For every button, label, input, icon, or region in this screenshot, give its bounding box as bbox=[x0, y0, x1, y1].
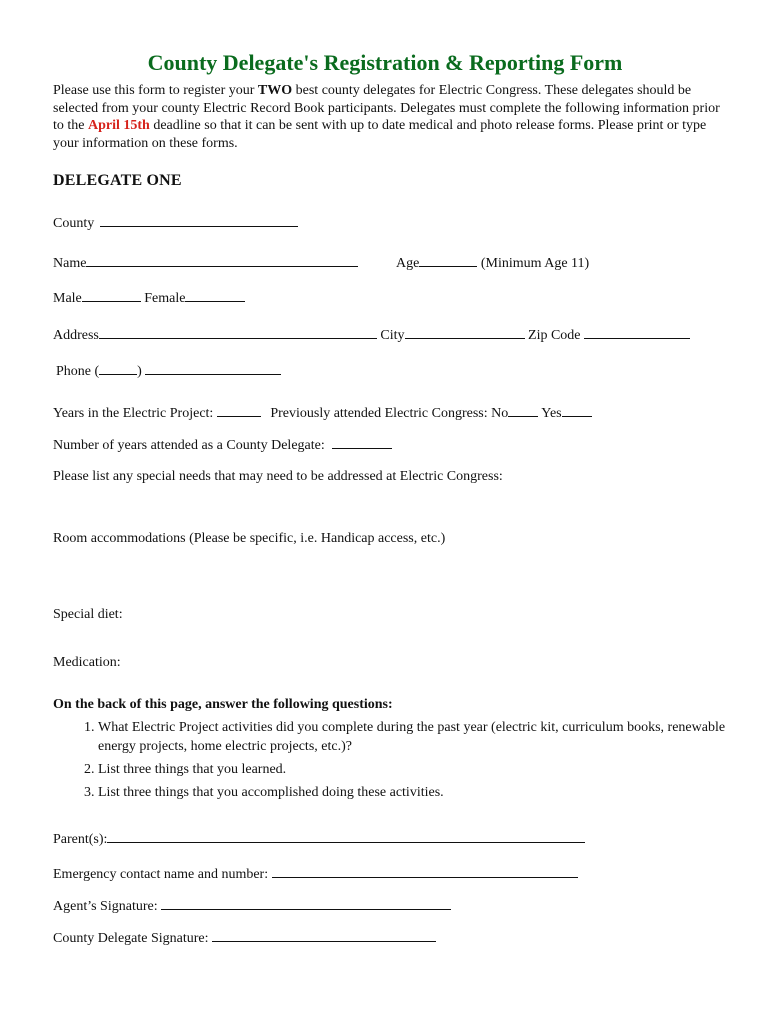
agent-signature-label: Agent’s Signature: bbox=[53, 899, 158, 914]
emergency-field[interactable] bbox=[272, 865, 578, 878]
parents-row bbox=[53, 830, 585, 848]
question-item: 2. List three things that you learned. bbox=[98, 760, 758, 779]
address-field[interactable] bbox=[99, 326, 377, 339]
agent-row bbox=[53, 897, 451, 915]
phone-label: Phone ( bbox=[56, 364, 100, 379]
address-label: Address bbox=[53, 328, 99, 343]
years-project-label: Years in the Electric Project: bbox=[53, 406, 214, 421]
phone-number-field[interactable] bbox=[145, 362, 281, 375]
intro-text-2: best county delegates for Electric Congress. These delegates should be selected from your county Electric Record Book participants. Delegates must complete the following information prior to the bbox=[53, 83, 720, 133]
prev-yes-field[interactable] bbox=[562, 404, 592, 417]
phone-row bbox=[56, 362, 281, 380]
intro-paragraph bbox=[53, 82, 725, 152]
female-field[interactable] bbox=[185, 289, 245, 302]
delegate-signature-field[interactable] bbox=[212, 929, 436, 942]
parents-label: Parent(s): bbox=[53, 832, 108, 847]
female-label: Female bbox=[144, 291, 186, 306]
name-field[interactable] bbox=[86, 254, 358, 267]
room-accommodations-label: Room accommodations (Please be specific, i.e. Handicap access, etc.) bbox=[53, 531, 446, 546]
city-field[interactable] bbox=[405, 326, 525, 339]
phone-close: ) bbox=[137, 364, 142, 379]
years-delegate-label: Number of years attended as a County Delegate: bbox=[53, 438, 325, 453]
name-label: Name bbox=[53, 256, 87, 271]
emergency-row bbox=[53, 865, 578, 883]
years-project-field[interactable] bbox=[217, 404, 261, 417]
zip-field[interactable] bbox=[584, 326, 690, 339]
questions-heading: On the back of this page, answer the following questions: bbox=[53, 697, 393, 712]
prev-attended-label: Previously attended Electric Congress: No bbox=[270, 406, 509, 421]
male-label: Male bbox=[53, 291, 82, 306]
yes-label: Yes bbox=[541, 406, 562, 421]
age-field[interactable] bbox=[419, 254, 477, 267]
deadline-date: April 15th bbox=[88, 118, 150, 133]
question-item: 3. List three things that you accomplished doing these activities. bbox=[98, 783, 758, 802]
delegate-signature-label: County Delegate Signature: bbox=[53, 931, 209, 946]
county-field[interactable] bbox=[100, 214, 298, 227]
special-needs-label: Please list any special needs that may need to be addressed at Electric Congress: bbox=[53, 469, 503, 484]
years-delegate-field[interactable] bbox=[332, 436, 392, 449]
medication-label: Medication: bbox=[53, 655, 121, 670]
emergency-label: Emergency contact name and number: bbox=[53, 867, 269, 882]
years-project-row bbox=[53, 404, 592, 422]
questions-list bbox=[53, 718, 758, 806]
name-row bbox=[53, 254, 358, 272]
intro-two: TWO bbox=[257, 83, 293, 98]
agent-signature-field[interactable] bbox=[161, 897, 451, 910]
intro-text-1: Please use this form to register your bbox=[53, 83, 258, 98]
intro-text-3: deadline so that it can be sent with up to date medical and photo release forms. Please print or type your information on these forms. bbox=[53, 118, 707, 151]
special-diet-label: Special diet: bbox=[53, 607, 123, 622]
age-row bbox=[396, 254, 589, 272]
phone-area-field[interactable] bbox=[99, 362, 137, 375]
male-field[interactable] bbox=[82, 289, 141, 302]
prev-no-field[interactable] bbox=[508, 404, 538, 417]
question-item: 1. What Electric Project activities did you complete during the past year (electric kit, curriculum books, renewable energy projects, home electric projects, etc.)? bbox=[98, 718, 758, 756]
parents-field[interactable] bbox=[107, 830, 585, 843]
address-row bbox=[53, 326, 690, 344]
form-title: County Delegate's Registration & Reporting Form bbox=[147, 50, 623, 75]
delegate-row bbox=[53, 929, 436, 947]
county-row bbox=[53, 214, 298, 232]
years-delegate-row bbox=[53, 436, 392, 454]
age-note: (Minimum Age 11) bbox=[480, 256, 590, 271]
city-label: City bbox=[380, 328, 405, 343]
gender-row bbox=[53, 289, 245, 307]
county-label: County bbox=[53, 216, 95, 231]
zip-label: Zip Code bbox=[528, 328, 581, 343]
age-label: Age bbox=[396, 256, 420, 271]
section-title: DELEGATE ONE bbox=[53, 172, 182, 189]
